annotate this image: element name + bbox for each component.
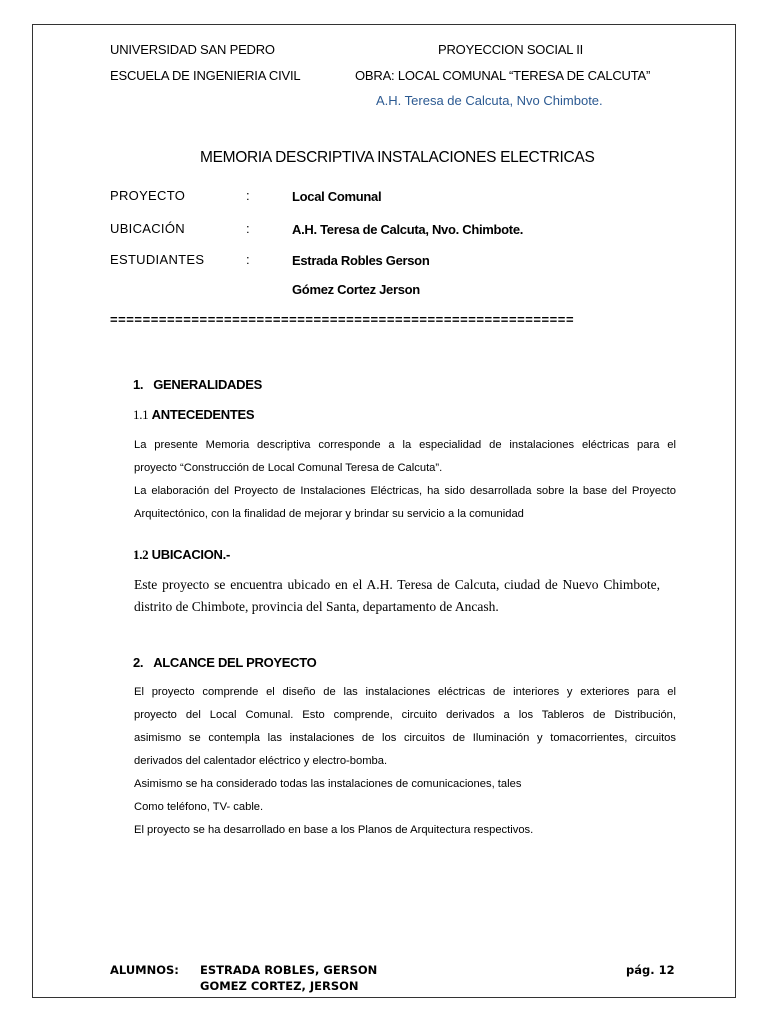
paragraph-line: Este proyecto se encuentra ubicado en el A.H. Teresa de Calcuta, ciudad de Nuevo Chimbote, [134,577,660,592]
footer-student-2: GOMEZ CORTEZ, JERSON [200,979,359,993]
section-1-1-heading [133,407,254,423]
section-1-heading [133,377,262,392]
school-name: ESCUELA DE INGENIERIA CIVIL [110,68,301,83]
course-name: PROYECCION SOCIAL II [438,42,584,57]
section-2-text [134,681,676,842]
project-colon: : [246,188,250,203]
location-label: UBICACIÓN [110,221,185,236]
footer-label: ALUMNOS: [110,963,179,977]
paragraph-line: Asimismo se ha considerado todas las instalaciones de comunicaciones, tales [134,778,522,790]
paragraph-line: derivados del calentador eléctrico y electro-bomba. [134,755,388,767]
location-colon: : [246,221,250,236]
section-1-1-text [134,434,676,526]
section-2-title: ALCANCE DEL PROYECTO [153,655,317,670]
document-title: MEMORIA DESCRIPTIVA INSTALACIONES ELECTRICAS [200,149,595,166]
paragraph-line: El proyecto se ha desarrollado en base a los Planos de Arquitectura respectivos. [134,824,534,836]
section-2-number: 2. [133,655,144,670]
section-1-2-text [134,574,660,618]
work-name: OBRA: LOCAL COMUNAL “TERESA DE CALCUTA” [355,68,651,83]
student-1: Estrada Robles Gerson [292,253,430,268]
section-1-2-number: 1.2 [133,547,149,562]
paragraph-line: proyecto del Local Comunal. Esto comprende, circuito derivados a los Tableros de Distribución, [134,709,676,721]
section-1-1-title: ANTECEDENTES [151,407,255,422]
separator-line: ========================================================= [110,312,575,327]
paragraph-line: proyecto “Construcción de Local Comunal Teresa de Calcuta”. [134,462,443,474]
students-label: ESTUDIANTES [110,252,205,267]
section-1-1-number: 1.1 [133,407,149,422]
paragraph-line: Como teléfono, TV- cable. [134,801,264,813]
university-name: UNIVERSIDAD SAN PEDRO [110,42,275,57]
paragraph-line: El proyecto comprende el diseño de las instalaciones eléctricas de interiores y exteriores para el [134,686,676,698]
paragraph-line: asimismo se contempla las instalaciones de los circuitos de Iluminación y tomacorrientes, circuitos [134,732,676,744]
paragraph-line: Arquitectónico, con la finalidad de mejorar y brindar su servicio a la comunidad [134,508,524,520]
location-value: A.H. Teresa de Calcuta, Nvo. Chimbote. [292,222,524,237]
section-2-heading [133,655,316,670]
section-1-title: GENERALIDADES [153,377,262,392]
paragraph-line: La presente Memoria descriptiva corresponde a la especialidad de instalaciones eléctricas para el [134,439,676,451]
paragraph-line: distrito de Chimbote, provincia del Santa, departamento de Ancash. [134,599,499,614]
paragraph-line: La elaboración del Proyecto de Instalaciones Eléctricas, ha sido desarrollada sobre la base del Proyecto [134,485,676,497]
section-1-number: 1. [133,377,144,392]
page-number: pág. 12 [626,963,675,977]
students-colon: : [246,252,250,267]
work-location: A.H. Teresa de Calcuta, Nvo Chimbote. [376,93,603,108]
project-value: Local Comunal [292,189,382,204]
section-1-2-heading [133,547,230,563]
project-label: PROYECTO [110,188,186,203]
student-2: Gómez Cortez Jerson [292,282,420,297]
section-1-2-title: UBICACION.- [151,547,230,562]
footer-student-1: ESTRADA ROBLES, GERSON [200,963,378,977]
